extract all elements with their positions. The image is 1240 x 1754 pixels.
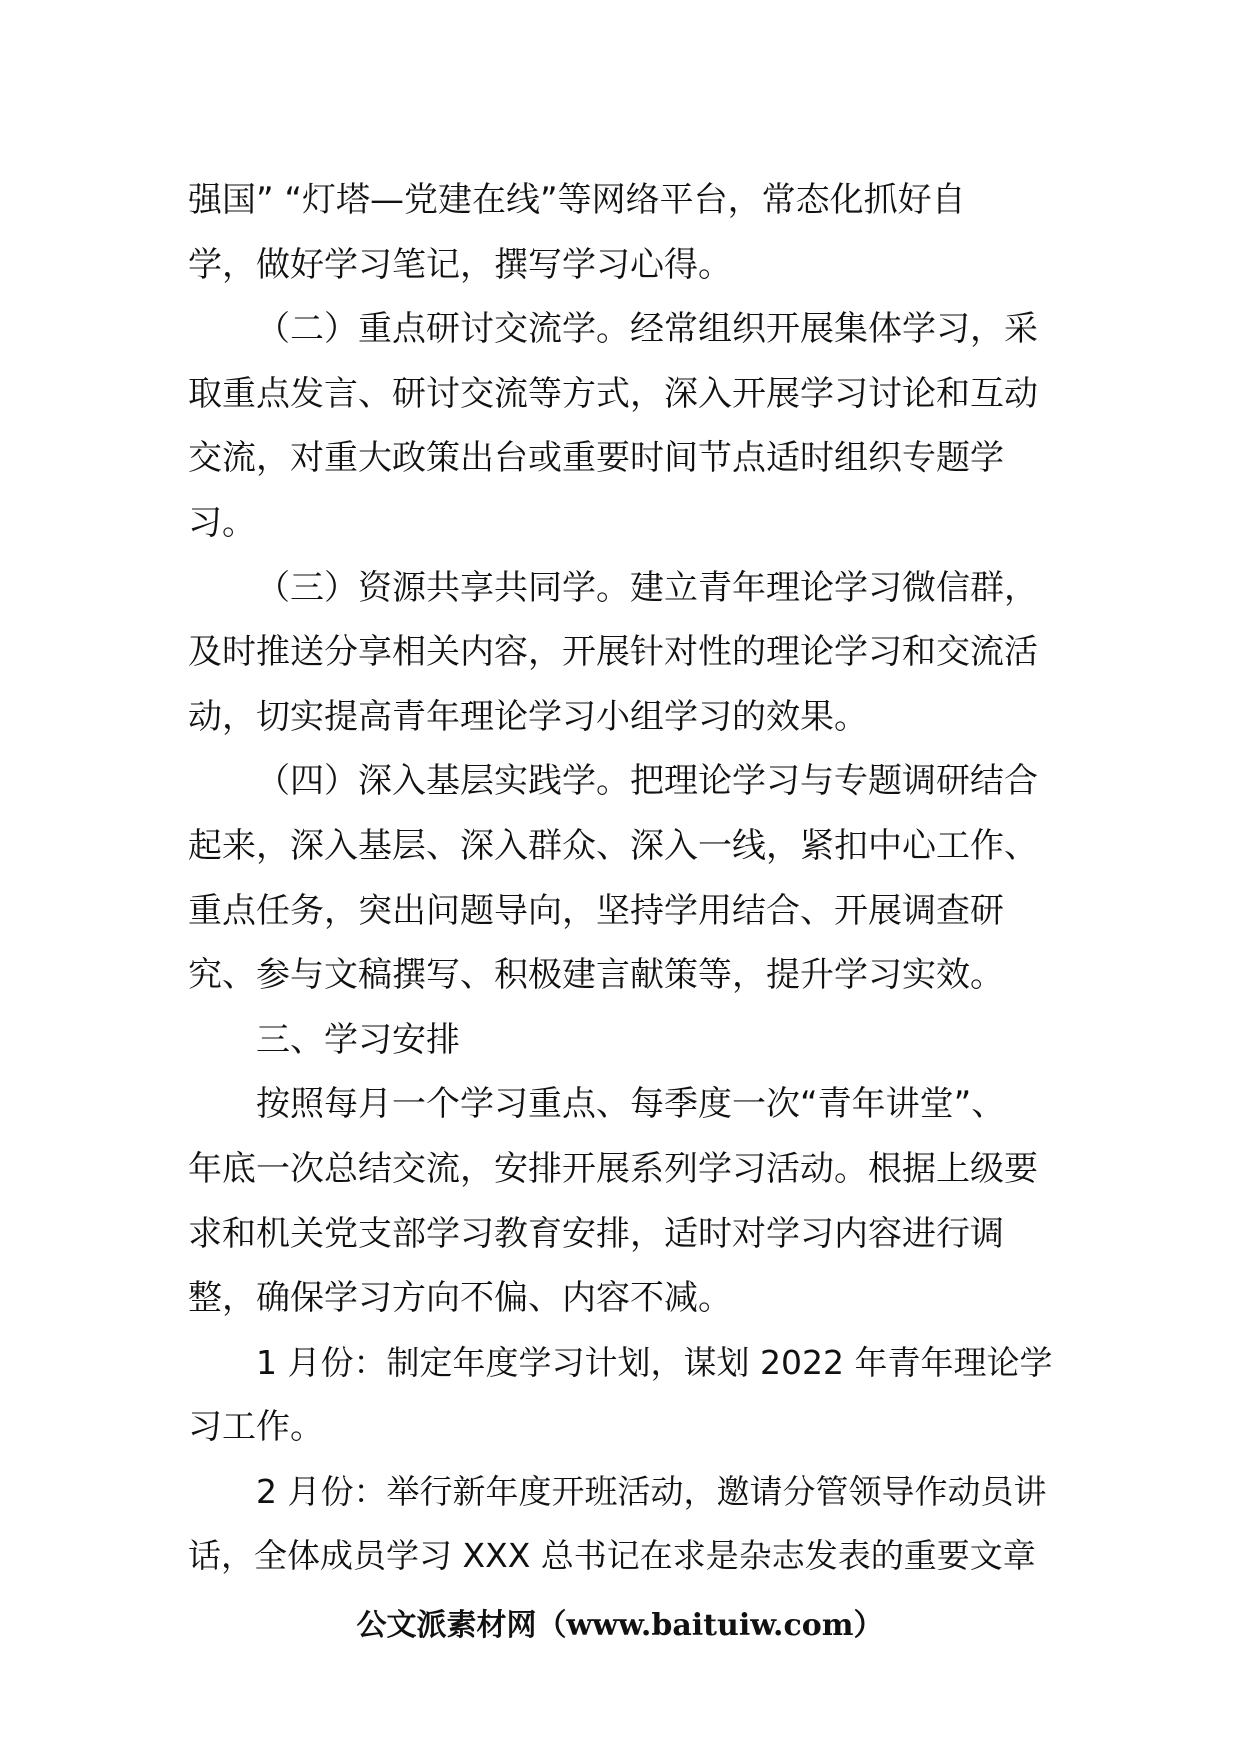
text-line-5: 交流，对重大政策出台或重要时间节点适时组织专题学 bbox=[188, 438, 1004, 479]
text-line-2: 学，做好学习笔记，撰写学习心得。 bbox=[188, 244, 732, 285]
text-line-22: 话，全体成员学习 XXX 总书记在求是杂志发表的重要文章 bbox=[188, 1536, 1036, 1576]
text-line-20: 习工作。 bbox=[188, 1407, 324, 1448]
text-line-1: 强国” “灯塔—党建在线”等网络平台，常态化抓好自 bbox=[188, 180, 966, 220]
text-line-7: （三）资源共享共同学。建立青年理论学习微信群， bbox=[256, 567, 1038, 608]
text-line-18: 整，确保学习方向不偏、内容不减。 bbox=[188, 1278, 732, 1319]
text-line-13: 究、参与文稿撰写、积极建言献策等，提升学习实效。 bbox=[188, 955, 1004, 996]
section-heading: 三、学习安排 bbox=[256, 1019, 460, 1060]
text-line-10: （四）深入基层实践学。把理论学习与专题调研结合 bbox=[256, 761, 1038, 802]
text-line-9: 动，切实提高青年理论学习小组学习的效果。 bbox=[188, 696, 868, 737]
document-body bbox=[188, 168, 1058, 1589]
text-line-6: 习。 bbox=[188, 502, 256, 543]
text-line-19: 1 月份：制定年度学习计划，谋划 2022 年青年理论学 bbox=[256, 1342, 1053, 1382]
footer-watermark: 公文派素材网（www.baituiw.com） bbox=[356, 1608, 884, 1643]
text-line-12: 重点任务，突出问题导向，坚持学用结合、开展调查研 bbox=[188, 890, 1004, 931]
text-line-15: 按照每月一个学习重点、每季度一次“青年讲堂”、 bbox=[256, 1084, 1006, 1125]
text-line-21: 2 月份：举行新年度开班活动，邀请分管领导作动员讲 bbox=[256, 1471, 1047, 1511]
text-line-11: 起来，深入基层、深入群众、深入一线，紧扣中心工作、 bbox=[188, 825, 1038, 866]
text-line-8: 及时推送分享相关内容，开展针对性的理论学习和交流活 bbox=[188, 632, 1038, 673]
text-line-16: 年底一次总结交流，安排开展系列学习活动。根据上级要 bbox=[188, 1148, 1038, 1189]
text-line-17: 求和机关党支部学习教育安排，适时对学习内容进行调 bbox=[188, 1213, 1004, 1254]
text-line-3: （二）重点研讨交流学。经常组织开展集体学习，采 bbox=[256, 309, 1038, 350]
text-line-4: 取重点发言、研讨交流等方式，深入开展学习讨论和互动 bbox=[188, 373, 1038, 414]
